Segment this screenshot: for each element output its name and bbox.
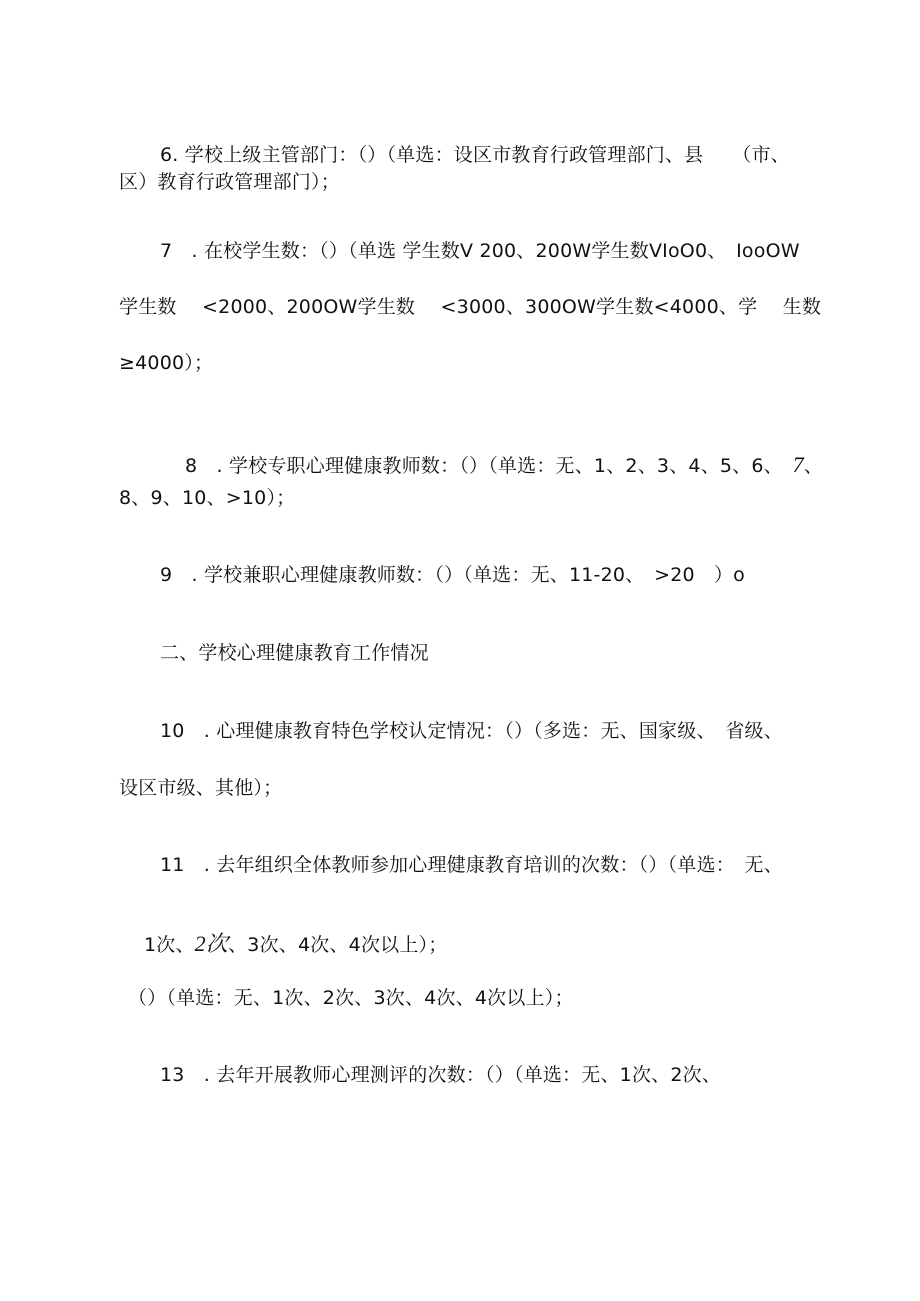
- question-12-line-1: （）（单选：无、1次、2次、3次、4次、4次以上）；: [128, 987, 574, 1009]
- question-10-line-1: 10 . 心理健康教育特色学校认定情况：（）（多选：无、国家级、 省级、: [160, 720, 783, 742]
- question-8-line-2: 8、9、10、>10）；: [119, 487, 296, 509]
- question-10-line-2: 设区市级、其他）；: [119, 777, 283, 799]
- question-9-line-1: 9 . 学校兼职心理健康教师数：（）（单选：无、11-20、 >20 ）o: [160, 564, 745, 586]
- section-2-heading: 二、学校心理健康教育工作情况: [160, 642, 429, 664]
- question-13-line-1: 13 . 去年开展教师心理测评的次数：（）（单选：无、1次、2次、: [160, 1064, 722, 1086]
- question-7-line-3: ≥4000）；: [119, 352, 214, 374]
- question-7-line-2: 学生数 <2000、200OW学生数 <3000、300OW学生数<4000、学 生数: [119, 296, 822, 318]
- question-7-line-1: 7 . 在校学生数：（）（单选 学生数V 200、200W学生数VIoO0、 IooOW: [160, 240, 800, 262]
- question-11-line-2: [119, 908, 447, 981]
- question-6-line-2: 区）教育行政管理部门）；: [119, 171, 340, 193]
- question-8-option-7: 7: [792, 452, 804, 477]
- question-8-line-1-text: 8 . 学校专职心理健康教师数：（）（单选：无、1、2、3、4、5、6、: [184, 455, 793, 477]
- question-6-line-1: 6. 学校上级主管部门：（）（单选：设区市教育行政管理部门、县 （市、: [160, 144, 790, 166]
- question-8-separator: 、: [803, 455, 823, 477]
- question-11-line-2-end: 、3次、4次、4次以上）；: [228, 934, 448, 956]
- question-11-option-2: 2次: [194, 931, 229, 956]
- question-11-line-1: 11 . 去年组织全体教师参加心理健康教育培训的次数：（）（单选： 无、: [160, 854, 783, 876]
- question-11-line-2-start: 1次、: [143, 934, 195, 956]
